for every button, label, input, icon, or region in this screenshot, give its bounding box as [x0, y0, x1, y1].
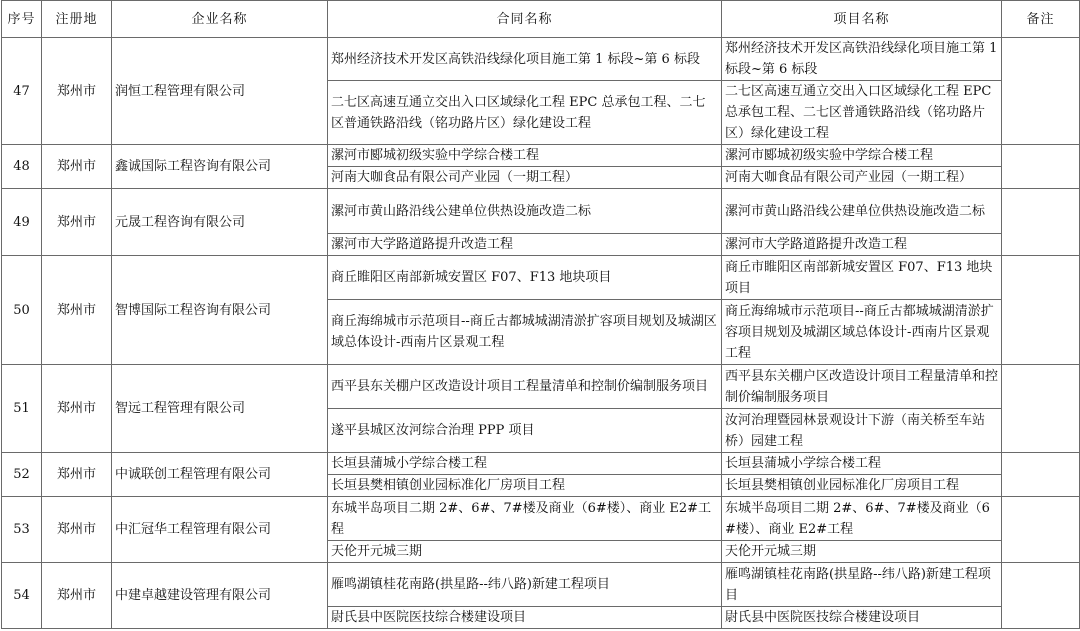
contract-name: 漯河市大学路道路提升改造工程: [328, 234, 722, 256]
row-company: 智远工程管理有限公司: [112, 365, 328, 453]
table-row: [2, 189, 1080, 234]
header-project: 项目名称: [722, 1, 1002, 38]
remark-cell: [1002, 256, 1080, 365]
contract-name: 漯河市郾城初级实验中学综合楼工程: [328, 145, 722, 167]
table-row: [2, 38, 1080, 81]
project-name: 东城半岛项目二期 2#、6#、7#楼及商业（6#楼）、商业 E2#工程: [722, 497, 1002, 541]
contract-name: 东城半岛项目二期 2#、6#、7#楼及商业（6#楼）、商业 E2#工程: [328, 497, 722, 541]
row-index: 49: [2, 189, 42, 256]
header-contract: 合同名称: [328, 1, 722, 38]
header-region: 注册地: [42, 1, 112, 38]
contract-name: 商丘睢阳区南部新城安置区 F07、F13 地块项目: [328, 256, 722, 300]
remark-cell: [1002, 497, 1080, 563]
remark-cell: [1002, 38, 1080, 145]
table-row: [2, 145, 1080, 167]
row-company: 元晟工程咨询有限公司: [112, 189, 328, 256]
header-company: 企业名称: [112, 1, 328, 38]
project-name: 西平县东关棚户区改造设计项目工程量清单和控制价编制服务项目: [722, 365, 1002, 409]
header-remark: 备注: [1002, 1, 1080, 38]
contract-name: 尉氏县中医院医技综合楼建设项目: [328, 607, 722, 629]
remark-cell: [1002, 453, 1080, 497]
project-name: 漯河市黄山路沿线公建单位供热设施改造二标: [722, 189, 1002, 234]
project-name: 尉氏县中医院医技综合楼建设项目: [722, 607, 1002, 629]
contract-name: 雁鸣湖镇桂花南路(拱星路--纬八路)新建工程项目: [328, 563, 722, 607]
project-name: 长垣县樊相镇创业园标准化厂房项目工程: [722, 475, 1002, 497]
row-company: 润恒工程管理有限公司: [112, 38, 328, 145]
row-index: 47: [2, 38, 42, 145]
contract-name: 天伦开元城三期: [328, 541, 722, 563]
row-index: 51: [2, 365, 42, 453]
contract-name: 漯河市黄山路沿线公建单位供热设施改造二标: [328, 189, 722, 234]
project-name: 河南大咖食品有限公司产业园（一期工程）: [722, 167, 1002, 189]
project-name: 汝河治理暨园林景观设计下游（南关桥至车站桥）园建工程: [722, 409, 1002, 453]
contract-name: 河南大咖食品有限公司产业园（一期工程）: [328, 167, 722, 189]
row-index: 54: [2, 563, 42, 629]
contract-name: 二七区高速互通立交出入口区域绿化工程 EPC 总承包工程、二七区普通铁路沿线（铭功路片区）绿化建设工程: [328, 81, 722, 145]
table-row: [2, 256, 1080, 300]
project-name: 雁鸣湖镇桂花南路(拱星路--纬八路)新建工程项目: [722, 563, 1002, 607]
contract-name: 西平县东关棚户区改造设计项目工程量清单和控制价编制服务项目: [328, 365, 722, 409]
project-name: 商丘海绵城市示范项目--商丘古都城城湖清淤扩容项目规划及城湖区域总体设计-西南片区景观工程: [722, 300, 1002, 365]
row-index: 53: [2, 497, 42, 563]
contract-name: 商丘海绵城市示范项目--商丘古都城城湖清淤扩容项目规划及城湖区域总体设计-西南片区景观工程: [328, 300, 722, 365]
project-name: 漯河市郾城初级实验中学综合楼工程: [722, 145, 1002, 167]
project-name: 郑州经济技术开发区高铁沿线绿化项目施工第 1 标段~第 6 标段: [722, 38, 1002, 81]
remark-cell: [1002, 365, 1080, 453]
row-region: 郑州市: [42, 256, 112, 365]
project-name: 商丘市睢阳区南部新城安置区 F07、F13 地块项目: [722, 256, 1002, 300]
row-region: 郑州市: [42, 497, 112, 563]
remark-cell: [1002, 189, 1080, 256]
table-row: [2, 365, 1080, 409]
header-row: [2, 1, 1080, 38]
row-index: 52: [2, 453, 42, 497]
contract-table: [1, 0, 1080, 629]
row-region: 郑州市: [42, 365, 112, 453]
table-row: [2, 453, 1080, 475]
row-region: 郑州市: [42, 453, 112, 497]
row-index: 48: [2, 145, 42, 189]
row-index: 50: [2, 256, 42, 365]
contract-name: 长垣县蒲城小学综合楼工程: [328, 453, 722, 475]
table-row: [2, 497, 1080, 541]
contract-name: 长垣县樊相镇创业园标准化厂房项目工程: [328, 475, 722, 497]
row-company: 智博国际工程咨询有限公司: [112, 256, 328, 365]
project-name: 天伦开元城三期: [722, 541, 1002, 563]
row-company: 中诚联创工程管理有限公司: [112, 453, 328, 497]
row-company: 中建卓越建设管理有限公司: [112, 563, 328, 629]
contract-name: 郑州经济技术开发区高铁沿线绿化项目施工第 1 标段~第 6 标段: [328, 38, 722, 81]
header-index: 序号: [2, 1, 42, 38]
row-region: 郑州市: [42, 189, 112, 256]
row-region: 郑州市: [42, 38, 112, 145]
row-company: 中汇冠华工程管理有限公司: [112, 497, 328, 563]
row-region: 郑州市: [42, 563, 112, 629]
project-name: 长垣县蒲城小学综合楼工程: [722, 453, 1002, 475]
project-name: 二七区高速互通立交出入口区域绿化工程 EPC 总承包工程、二七区普通铁路沿线（铭功路片区）绿化建设工程: [722, 81, 1002, 145]
project-name: 漯河市大学路道路提升改造工程: [722, 234, 1002, 256]
remark-cell: [1002, 145, 1080, 189]
remark-cell: [1002, 563, 1080, 629]
table-row: [2, 563, 1080, 607]
row-company: 鑫诚国际工程咨询有限公司: [112, 145, 328, 189]
contract-name: 遂平县城区汝河综合治理 PPP 项目: [328, 409, 722, 453]
row-region: 郑州市: [42, 145, 112, 189]
